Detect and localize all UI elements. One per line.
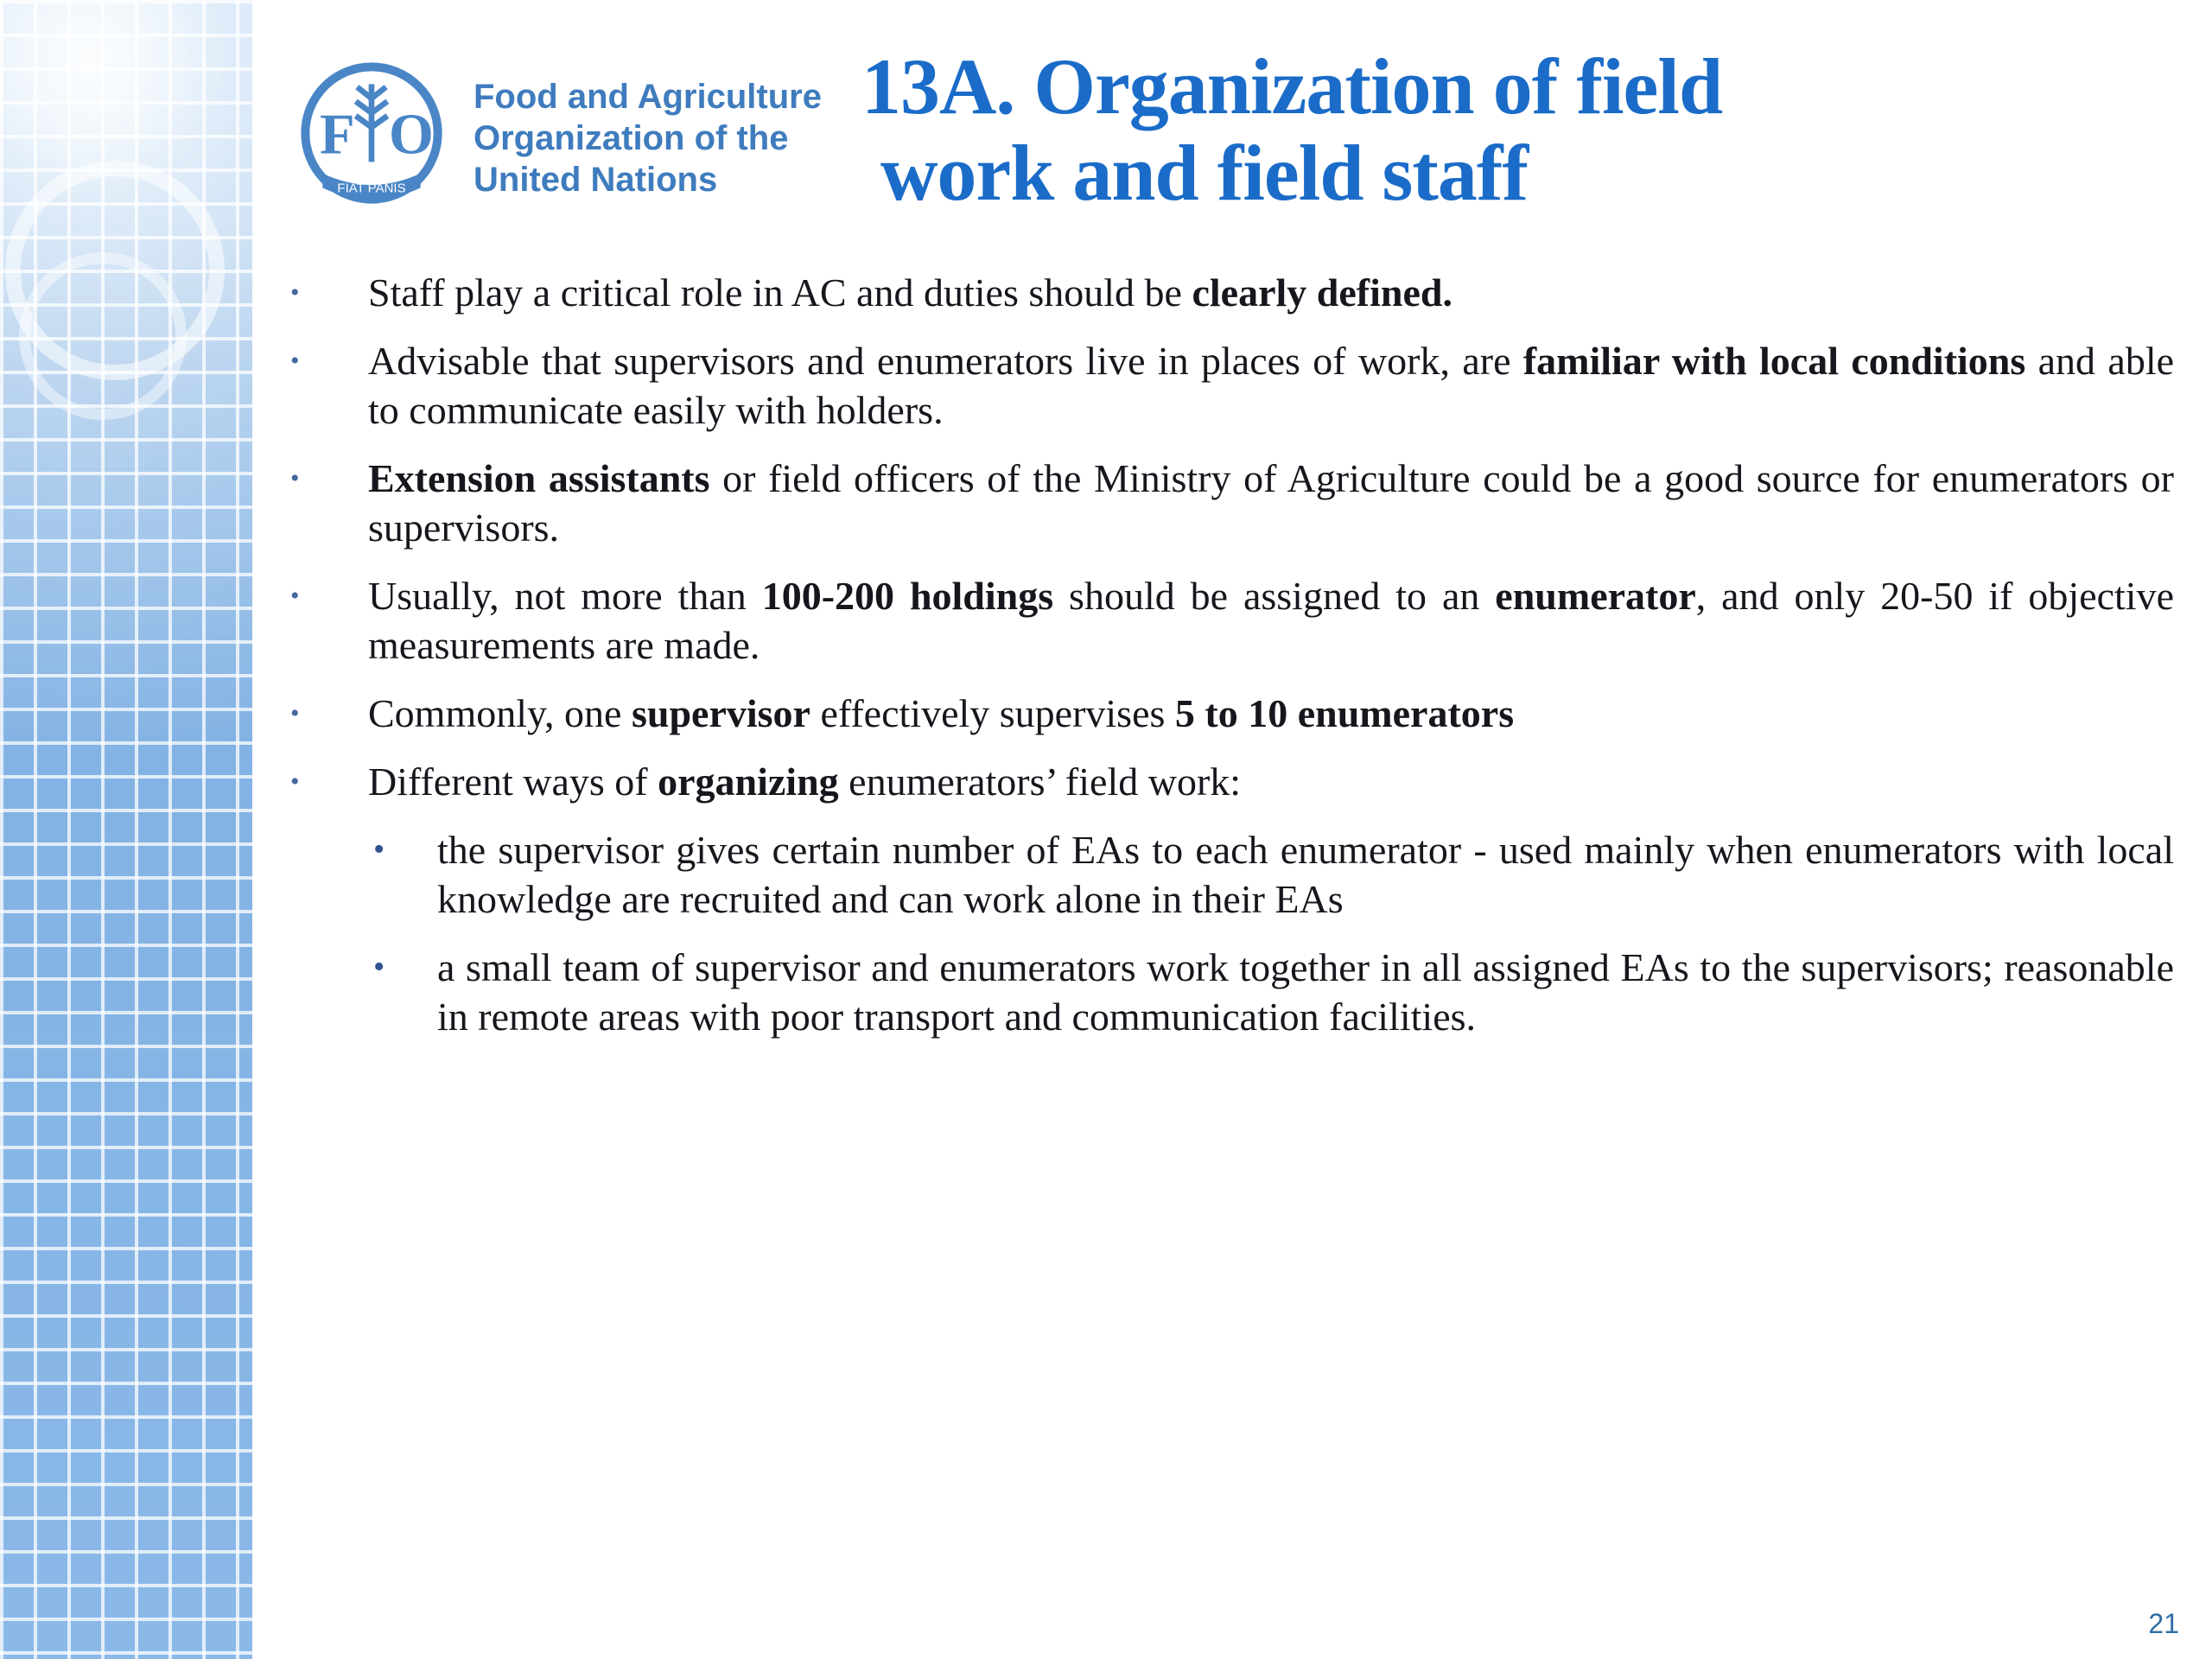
page-number: 21 bbox=[2148, 1608, 2179, 1639]
fao-wordmark-line: United Nations bbox=[474, 161, 718, 199]
list-item bbox=[285, 454, 2174, 552]
fao-wordmark-line: Organization of the bbox=[474, 119, 789, 157]
header bbox=[285, 41, 2177, 228]
bullet-text: Advisable that supervisors and enumerators live in places of work, are familiar with local conditions and able to communicate easily with holders. bbox=[368, 339, 2175, 432]
sub-list-item bbox=[285, 825, 2174, 924]
bullet-text: Commonly, one supervisor effectively supervises 5 to 10 enumerators bbox=[368, 691, 1515, 735]
svg-text:F: F bbox=[320, 103, 355, 167]
bullet-marker-icon: • bbox=[290, 464, 300, 493]
fao-banner-text: FIAT PANIS bbox=[337, 181, 406, 196]
list-item bbox=[285, 336, 2174, 435]
bullet-text: Different ways of organizing enumerators’ field work: bbox=[368, 760, 1242, 804]
bullet-text: Usually, not more than 100-200 holdings should be assigned to an enumerator, and only 20-50 if objective measurements are made. bbox=[368, 574, 2174, 667]
bullet-marker-icon: • bbox=[373, 831, 385, 868]
page-title bbox=[861, 43, 1722, 216]
bullet-text: a small team of supervisor and enumerators work together in all assigned EAs to the supervisors; reasonable in remote areas with poor transport and communication facilities. bbox=[437, 945, 2174, 1039]
page-title-line2: work and field staff bbox=[880, 129, 1529, 217]
bullet-marker-icon: • bbox=[373, 949, 385, 985]
sidebar-decoration bbox=[0, 0, 252, 1659]
bullet-list bbox=[285, 268, 2177, 1041]
fao-wordmark bbox=[474, 76, 822, 200]
list-item bbox=[285, 689, 2174, 738]
bullet-text: Extension assistants or field officers of the Ministry of Agriculture could be a good source for enumerators or supervisors. bbox=[368, 456, 2174, 550]
sub-list-item bbox=[285, 943, 2174, 1041]
page-title-line1: 13A. Organization of field bbox=[861, 42, 1723, 130]
list-item bbox=[285, 268, 2174, 317]
bullet-marker-icon: • bbox=[290, 582, 300, 610]
bullet-text: the supervisor gives certain number of EAs to each enumerator - used mainly when enumerators with local knowledge are recruited and can work alone in their EAs bbox=[437, 828, 2174, 921]
list-item bbox=[285, 757, 2174, 806]
bullet-marker-icon: • bbox=[290, 699, 300, 728]
bullet-marker-icon: • bbox=[290, 767, 300, 796]
bullet-marker-icon: • bbox=[290, 278, 300, 307]
fao-emblem-icon bbox=[285, 55, 458, 228]
sidebar-ring-small bbox=[19, 252, 187, 420]
list-item bbox=[285, 571, 2174, 670]
fao-logo bbox=[285, 41, 822, 228]
bullet-marker-icon: • bbox=[290, 346, 300, 375]
bullet-text: Staff play a critical role in AC and duties should be clearly defined. bbox=[368, 270, 1452, 315]
slide-content bbox=[252, 0, 2212, 1659]
svg-text:O: O bbox=[389, 103, 434, 167]
fao-wordmark-line: Food and Agriculture bbox=[474, 78, 822, 116]
